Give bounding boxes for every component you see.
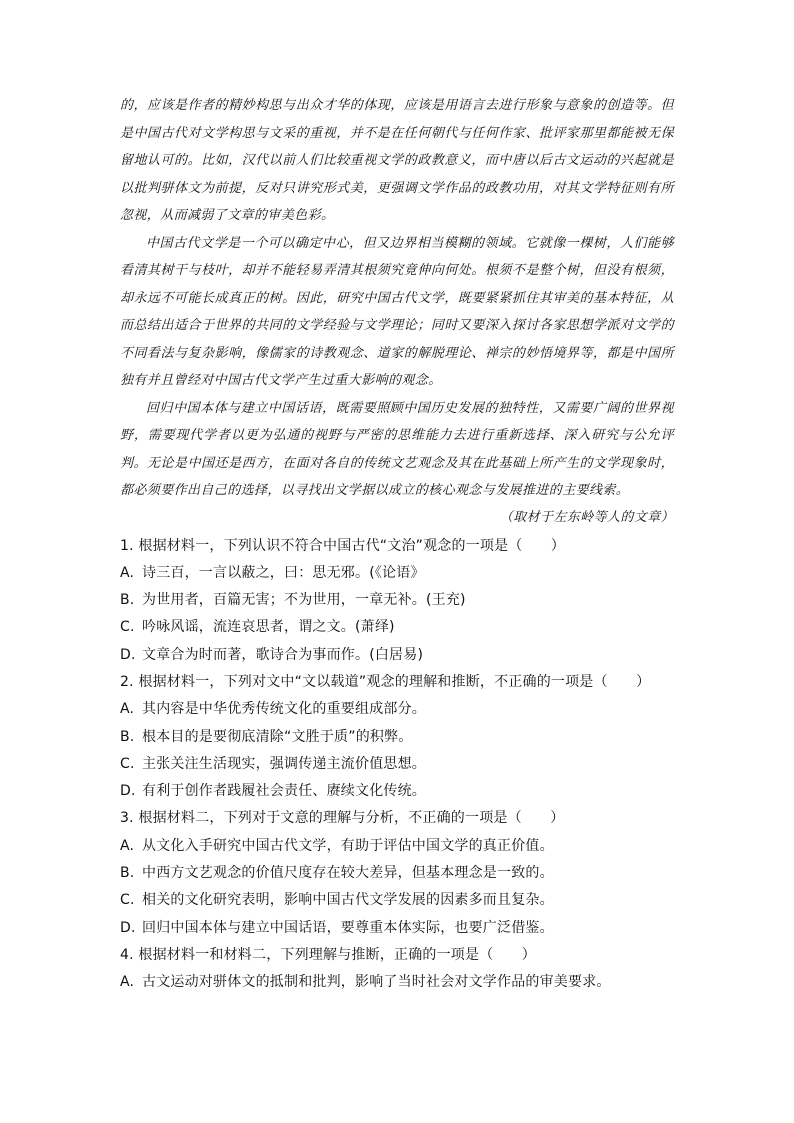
question-1 <box>120 533 674 669</box>
option-text: 其内容是中华优秀传统文化的重要组成部分。 <box>142 701 426 718</box>
option-text: 中西方文艺观念的价值尺度存在较大差异，但基本理念是一致的。 <box>142 865 554 882</box>
document-page <box>120 92 674 997</box>
question-list <box>120 533 674 997</box>
option-text: 主张关注生活现实，强调传递主流价值思想。 <box>142 755 426 772</box>
passage-paragraph-1: 的，应该是作者的精妙构思与出众才华的体现，应该是用语言去进行形象与意象的创造等。但是中国古代对文学构思与文采的重视，并不是在任何朝代与任何作家、批评家那里都能被无保留地认可的。比如，汉代以前人们比较重视文学的政教意义，而中唐以后古文运动的兴起就是以批判骈体文为前提，反对只讲究形式美，更强调文学作品的政教功用，对其文学特征则有所忽视，从而减弱了文章的审美色彩。 <box>120 98 674 223</box>
question-stem: 1. 根据材料一，下列认识不符合中国古代“文治”观念的一项是（ ） <box>120 537 566 554</box>
option-letter: A. <box>120 564 135 581</box>
answer-option-a[interactable] <box>120 833 674 860</box>
option-text: 古文运动对骈体文的抵制和批判，影响了当时社会对文学作品的审美要求。 <box>142 974 611 991</box>
option-text: 吟咏风谣，流连哀思者，谓之文。(萧绎) <box>142 619 395 636</box>
answer-option-b[interactable] <box>120 724 674 751</box>
option-letter: A. <box>120 974 135 991</box>
option-letter: A. <box>120 837 135 854</box>
option-letter: B. <box>120 865 135 882</box>
option-letter: B. <box>120 728 135 745</box>
answer-option-d[interactable] <box>120 778 674 805</box>
question-4 <box>120 942 674 997</box>
passage-source: （取材于左东岭等人的文章） <box>499 509 674 525</box>
question-stem: 3. 根据材料二，下列对于文意的理解与分析，不正确的一项是（ ） <box>120 810 565 827</box>
option-text: 文章合为时而著，歌诗合为事而作。(白居易) <box>142 646 424 663</box>
answer-option-a[interactable] <box>120 969 674 996</box>
answer-option-b[interactable] <box>120 860 674 887</box>
answer-option-a[interactable] <box>120 696 674 723</box>
answer-option-a[interactable] <box>120 560 674 587</box>
answer-option-c[interactable] <box>120 887 674 914</box>
option-letter: D. <box>120 646 136 663</box>
question-stem: 2. 根据材料一，下列对文中“文以载道”观念的理解和推断，不正确的一项是（ ） <box>120 673 651 690</box>
answer-option-c[interactable] <box>120 751 674 778</box>
reading-passage <box>120 92 674 531</box>
passage-paragraph-2: 中国古代文学是一个可以确定中心，但又边界相当模糊的领域。它就像一棵树，人们能够看清其树干与枝叶，却并不能轻易弄清其根须究竟伸向何处。根须不是整个树，但没有根须，却永远不可能长成真正的树。因此，研究中国古代文学，既要紧紧抓住其审美的基本特征，从而总结出适合于世界的共同的文学经验与文学理论；同时又要深入探讨各家思想学派对文学的不同看法与复杂影响，像儒家的诗教观念、道家的解脱理论、禅宗的妙悟境界等，都是中国所独有并且曾经对中国古代文学产生过重大影响的观念。 <box>120 235 674 388</box>
option-text: 相关的文化研究表明，影响中国古代文学发展的因素多而且复杂。 <box>142 892 554 909</box>
option-text: 有利于创作者践履社会责任、赓续文化传统。 <box>142 783 426 800</box>
question-stem: 4. 根据材料一和材料二，下列理解与推断，正确的一项是（ ） <box>120 946 537 963</box>
question-3 <box>120 805 674 941</box>
answer-option-d[interactable] <box>120 642 674 669</box>
answer-option-c[interactable] <box>120 614 674 641</box>
option-text: 从文化入手研究中国古代文学，有助于评估中国文学的真正价值。 <box>142 837 554 854</box>
question-2 <box>120 669 674 805</box>
option-text: 回归中国本体与建立中国话语，要尊重本体实际，也要广泛借鉴。 <box>142 919 554 936</box>
answer-option-d[interactable] <box>120 915 674 942</box>
option-letter: D. <box>120 919 136 936</box>
option-letter: A. <box>120 701 135 718</box>
option-letter: B. <box>120 592 135 609</box>
option-text: 根本目的是要彻底清除“文胜于质”的积弊。 <box>142 728 413 745</box>
passage-paragraph-3: 回归中国本体与建立中国话语，既需要照顾中国历史发展的独特性，又需要广阔的世界视野，需要现代学者以更为弘通的视野与严密的思维能力去进行重新选择、深入研究与公允评判。无论是中国还是西方，在面对各自的传统文艺观念及其在此基础上所产生的文学现象时，都必须要作出自己的选择，以寻找出文学据以成立的核心观念与发展推进的主要线索。 <box>120 400 674 498</box>
option-text: 诗三百，一言以蔽之，曰：思无邪。(《论语》 <box>142 564 425 581</box>
option-letter: C. <box>120 619 135 636</box>
option-letter: D. <box>120 783 136 800</box>
answer-option-b[interactable] <box>120 587 674 614</box>
option-letter: C. <box>120 755 135 772</box>
option-letter: C. <box>120 892 135 909</box>
option-text: 为世用者，百篇无害；不为世用，一章无补。(王充) <box>142 592 466 609</box>
